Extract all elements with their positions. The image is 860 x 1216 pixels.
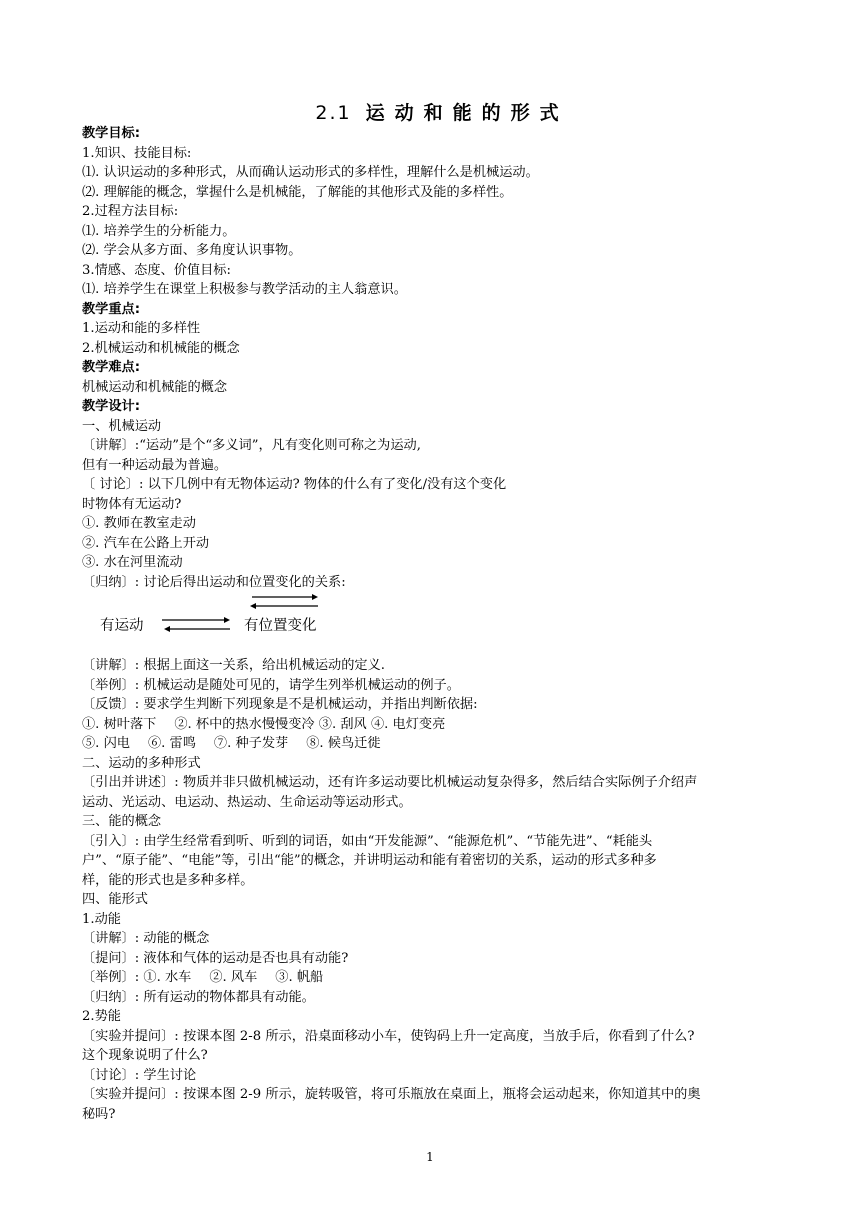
text-line: ⑵. 学会从多方面、多角度认识事物。 xyxy=(82,243,302,258)
text-line: 〔提问〕: 液体和气体的运动是否也具有动能? xyxy=(82,950,349,966)
subheading: 2.势能 xyxy=(82,1009,121,1024)
text-line: 〔 讨论〕: 以下几例中有无物体运动? 物体的什么有了变化/没有这个变化 xyxy=(82,477,507,492)
text-line: 机械运动和机械能的概念 xyxy=(82,379,228,395)
text-line: 〔实验并提问〕: 按课本图 2-9 所示，旋转吸管，将可乐瓶放在桌面上，瓶将会运动起来，你知道其中的奥 xyxy=(82,1087,701,1102)
text-line: 秘吗? xyxy=(82,1106,116,1122)
text-line: 1.知识、技能目标: xyxy=(82,145,192,161)
top-arrows xyxy=(250,594,318,609)
document-body xyxy=(82,124,802,1124)
text-line: 样，能的形式也是多种多样。 xyxy=(82,872,254,888)
phenomenon-item: ②. 杯中的热水慢慢变冷 xyxy=(174,716,315,732)
text-line: 〔反馈〕: 要求学生判断下列现象是不是机械运动，并指出判断依据: xyxy=(82,697,478,712)
text-line: 〔归纳〕: 讨论后得出运动和位置变化的关系: xyxy=(82,574,346,590)
text-line: 〔讲解〕: 根据上面这一关系，给出机械运动的定义. xyxy=(82,658,385,673)
heading-difficulties: 教学难点: xyxy=(82,360,141,375)
phenomenon-item: ④. 电灯变亮 xyxy=(370,716,446,732)
diagram-label-motion: 有运动 xyxy=(100,618,144,634)
text-line: 3.情感、态度、价值目标: xyxy=(82,262,231,278)
page-title xyxy=(82,101,802,125)
diagram-label-position: 有位置变化 xyxy=(244,618,317,634)
text-line: 1.运动和能的多样性 xyxy=(82,321,201,336)
text-line: ③. 水在河里流动 xyxy=(82,555,183,570)
text-line: 〔举例〕: 机械运动是随处可见的，请学生列举机械运动的例子。 xyxy=(82,677,460,693)
text-line: 〔讲解〕:“运动”是个“多义词”，凡有变化则可称之为运动, xyxy=(82,438,421,453)
text-line: ①. 教师在教室走动 xyxy=(82,516,196,531)
section-number: 2.1 xyxy=(315,102,352,124)
part-heading: 四、能形式 xyxy=(82,892,148,907)
phenomenon-item: ⑧. 候鸟迁徙 xyxy=(306,736,381,751)
text-line: 这个现象说明了什么? xyxy=(82,1048,208,1063)
text-line: 运动、光运动、电运动、热运动、生命运动等运动形式。 xyxy=(82,794,412,810)
phenomenon-item: ⑤. 闪电 xyxy=(82,736,130,751)
examples-line xyxy=(82,968,802,988)
text-line: 〔引入〕: 由学生经常看到听、听到的词语，如由“开发能源”、“能源危机”、“节能先进”、“耗能头 xyxy=(82,833,653,849)
title-text: 运动和能的形式 xyxy=(365,102,569,124)
text-line: 2.过程方法目标: xyxy=(82,204,179,219)
text-line: ⑴. 培养学生的分析能力。 xyxy=(82,223,236,239)
page-number: 1 xyxy=(426,1150,434,1164)
phenomenon-item: ③. 刮风 xyxy=(318,716,367,732)
heading-goals: 教学目标: xyxy=(82,126,141,141)
text-line: 〔讨论〕: 学生讨论 xyxy=(82,1067,197,1083)
text-line: 户”、“原子能”、“电能”等，引出“能”的概念，并讲明运动和能有着密切的关系，运动的形式多种多 xyxy=(82,853,657,868)
text-line: 〔引出并讲述〕: 物质并非只做机械运动，还有许多运动要比机械运动复杂得多，然后结合实际例子介绍声 xyxy=(82,775,698,790)
text-line: 〔实验并提问〕: 按课本图 2-8 所示，沿桌面移动小车，使钩码上升一定高度，当放手后，你看到了什么? xyxy=(82,1028,695,1044)
part-heading: 三、能的概念 xyxy=(82,814,162,829)
phenomenon-item: ⑥. 雷鸣 xyxy=(147,736,196,751)
part-heading: 一、机械运动 xyxy=(82,418,162,434)
phenomena-line-2 xyxy=(82,734,802,754)
text-line: 〔归纳〕: 所有运动的物体都具有动能。 xyxy=(82,989,315,1005)
example-item: ③. 帆船 xyxy=(275,970,324,985)
text-line: 时物体有无运动? xyxy=(82,496,182,512)
text-line: 2.机械运动和机械能的概念 xyxy=(82,340,240,356)
text-line: ⑵. 理解能的概念，掌握什么是机械能，了解能的其他形式及能的多样性。 xyxy=(82,184,513,200)
phenomenon-item: ①. 树叶落下 xyxy=(82,716,157,732)
text-line: ②. 汽车在公路上开动 xyxy=(82,535,210,551)
phenomenon-item: ⑦. 种子发芽 xyxy=(213,736,289,751)
motion-position-diagram xyxy=(82,592,802,656)
example-item: ②. 风车 xyxy=(209,970,258,985)
text-line: ⑴. 培养学生在课堂上积极参与教学活动的主人翁意识。 xyxy=(82,282,407,297)
text-line: 〔讲解〕: 动能的概念 xyxy=(82,931,210,946)
example-item: 〔举例〕: ①. 水车 xyxy=(82,970,192,985)
text-line: 但有一种运动最为普遍。 xyxy=(82,457,228,473)
phenomena-line-1 xyxy=(82,715,802,735)
subheading: 1.动能 xyxy=(82,911,121,927)
bottom-arrows xyxy=(162,617,230,632)
part-heading: 二、运动的多种形式 xyxy=(82,755,201,771)
heading-key-points: 教学重点: xyxy=(82,301,141,317)
heading-design: 教学设计: xyxy=(82,399,141,414)
text-line: ⑴. 认识运动的多种形式，从而确认运动形式的多样性，理解什么是机械运动。 xyxy=(82,165,539,180)
